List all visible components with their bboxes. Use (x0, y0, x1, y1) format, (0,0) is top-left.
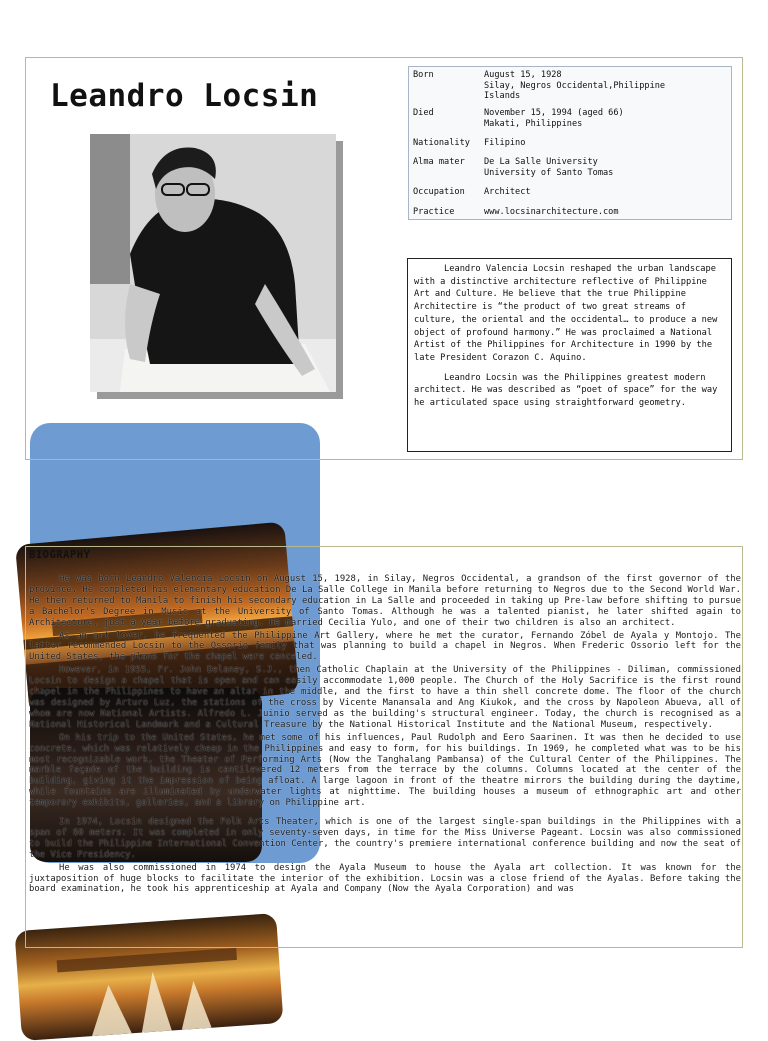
biography-paragraph: As an art lover, he frequented the Philippine Art Gallery, where he met the curator, Fernando Zóbel de Ayala y Montojo. The latter recommended Locsin to the Ossorio family that was planning to build a chapel in Negros. When Frederic Ossorio left for the United States, the plans for the chapel were canceled. (29, 630, 741, 663)
infobox-row-alma-mater (413, 157, 727, 178)
biography-text (29, 574, 741, 897)
infobox-row-born (413, 70, 727, 102)
biography-paragraph: He was born Leandro Valencia Locsin on August 15, 1928, in Silay, Negros Occidental, a grandson of the first governor of the province. He completed his elementary education De La Salle College in Manila before returning to Negros due to the Second World War. He then returned to Manila to finish his secondary education in La Salle and proceeded in taking up Pre-law before shifting to pursue a Bachelor's Degree in Music at the University of Santo Tomas. Although he was a talented pianist, he later shifted again to Architecture, just a year before graduating. He married Cecilia Yulo, and one of their two children is also an architect. (29, 574, 741, 628)
infobox-row-nationality (413, 138, 727, 149)
infobox-label: Nationality (413, 138, 470, 148)
biography-paragraph: He was also commissioned in 1974 to design the Ayala Museum to house the Ayala art collection. It was known for the juxtaposition of huge blocks to facilitate the interior of the exhibition. Locsin was a close friend of the Ayalas. Before taking the board examination, he took his apprenticeship at Ayala and Company (Now the Ayala Corporation) and was (29, 862, 741, 895)
summary-box (407, 258, 732, 452)
biography-paragraph: On his trip to the United States, he met some of his influences, Paul Rudolph and Eero Saarinen. It was then he decided to use concrete, which was relatively cheap in the Philippines and easy to form, for his buildings. In 1969, he completed what was to be his most recognizable work, the Theater of Performing Arts (Now the Tanghalang Pambansa) of the Cultural Center of the Philippines. The marble façade of the building is cantilevered 12 meters from the terrace by the columns. Columns located at the center of the building, giving it the impression of being afloat. A large lagoon in front of the theatre mirrors the building during the daytime, while fountains are illuminated by underwater lights at nighttime. The building houses a museum of ethnographic art and other temporary exhibits, galleries, and a library on Philippine art. (29, 732, 741, 809)
infobox-value-line: Makati, Philippines (484, 118, 583, 129)
summary-paragraph: Leandro Locsin was the Philippines greatest modern architect. He was described as “poet of space” for the way he articulated space using straightforward geometry. (414, 372, 718, 409)
infobox (408, 66, 732, 220)
infobox-value (484, 108, 727, 129)
infobox-value-line: University of Santo Tomas (484, 167, 614, 178)
infobox-value-line: Architect (484, 187, 531, 197)
infobox-label: Occupation (413, 187, 465, 197)
infobox-value-line: Filipino (484, 138, 526, 148)
infobox-value (484, 207, 727, 218)
infobox-value (484, 187, 727, 198)
infobox-value-line: Islands (484, 91, 521, 101)
summary-paragraph: Leandro Valencia Locsin reshaped the urban landscape with a distinctive architecture reflective of Philippine Art and Culture. He believe that the true Philippine Architectire is “the product of two great streams of culture, the oriental and the occidental… to produce a new object of profound harmony.” He was proclaimed a National Artist of the Philippines for Architecture in 1990 by the late President Corazon C. Aquino. (414, 264, 718, 363)
infobox-value (484, 138, 727, 149)
infobox-value (484, 70, 727, 102)
infobox-value-line: De La Salle University (484, 157, 598, 167)
biography-paragraph: However, in 1955, Fr. John Delaney, S.J., then Catholic Chaplain at the University of the Philippines - Diliman, commissioned Locsin to design a chapel that is open and can easily accommodate 1,000 people. The Church of the Holy Sacrifice is the first round chapel in the Philippines to have an altar in the middle, and the first to have a thin shell concrete dome. The floor of the church was designed by Arturo Luz, the stations of the cross by Vicente Manansala and Ang Kiukok, and the cross by Napoleon Abueva, all of whom are now National Artists. Alfredo L. Juinio served as the building's structural engineer. Today, the church is recognised as a National Historical Landmark and a Cultural Treasure by the National Historical Institute and the National Museum, respectively. (29, 665, 741, 730)
biography-paragraph: In 1974, Locsin designed the Folk Arts Theater, which is one of the largest single-span buildings in the Philippines with a span of 60 meters. It was completed in only seventy-seven days, in time for the Miss Universe Pageant. Locsin was also commissioned to build the Philippine International Convention Center, the country's premiere international conference building and now the seat of the Vice Presidency. (29, 817, 741, 860)
infobox-label: Practice (413, 207, 455, 217)
infobox-value-line: August 15, 1928 (484, 70, 562, 80)
infobox-label: Alma mater (413, 157, 465, 167)
infobox-label: Died (413, 108, 434, 118)
infobox-label: Born (413, 70, 434, 80)
portrait-photo (90, 134, 336, 392)
infobox-value-line: Silay, Negros Occidental,Philippine (484, 80, 666, 91)
infobox-value (484, 157, 727, 178)
infobox-row-occupation (413, 187, 727, 198)
practice-website-link[interactable]: www.locsinarchitecture.com (484, 207, 619, 217)
page-title: Leandro Locsin (50, 78, 319, 114)
biography-heading: BIOGRAPHY (29, 549, 91, 561)
infobox-row-died (413, 108, 727, 129)
infobox-row-practice (413, 207, 727, 218)
infobox-value-line: November 15, 1994 (aged 66) (484, 108, 624, 118)
